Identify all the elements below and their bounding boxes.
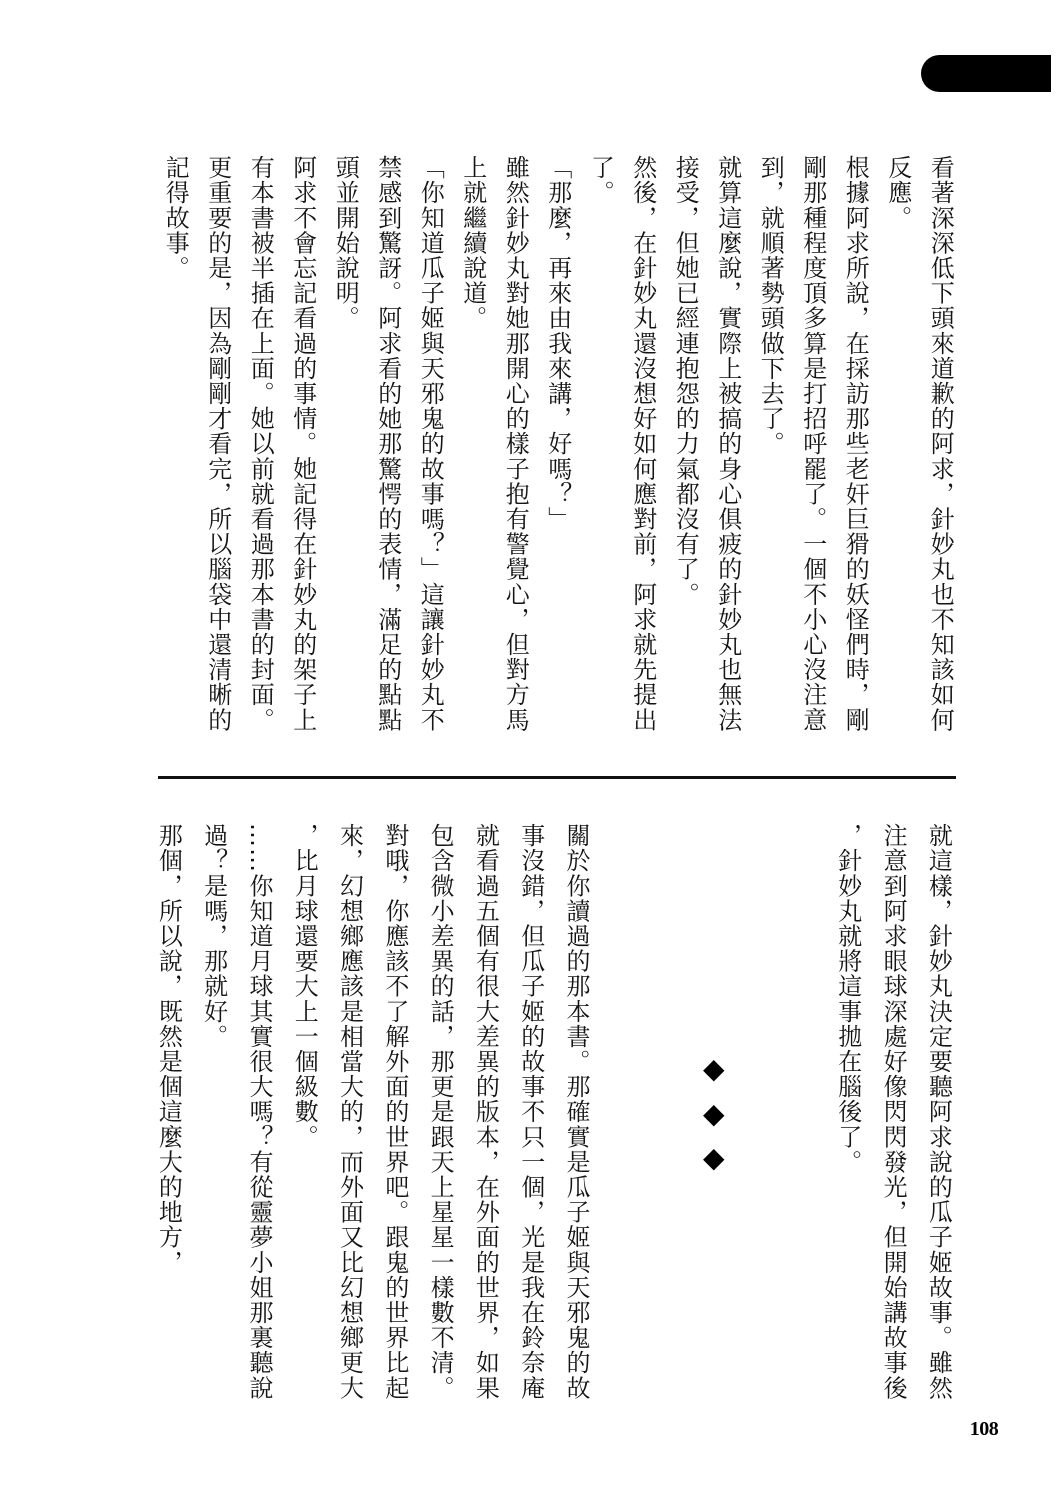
text-column: ……你知道月球其實很大嗎？有從靈夢小姐那裏聽說 [244,823,273,1401]
blank-column [643,823,688,1400]
text-column: 剛那種程度頂多算是打招呼罷了。一個不小心沒注意 [798,155,827,733]
page-number: 108 [969,1418,999,1440]
diamond-icon: ◆ [702,1052,726,1085]
text-column: 就看過五個有很大差異的版本，在外面的世界，如果 [471,823,500,1401]
diamond-icon: ◆ [702,1096,726,1130]
text-column: 了。 [586,155,615,206]
text-column: 注意到阿求眼球深處好像閃閃發光，但開始講故事後 [879,823,908,1401]
text-column: 來，幻想鄉應該是相當大的，而外面又比幻想鄉更大 [335,823,364,1401]
text-column: 阿求不會忘記看過的事情。她記得在針妙丸的架子上 [288,155,317,733]
text-column: 關於你讀過的那本書。那確實是瓜子姬與天邪鬼的故 [562,823,591,1401]
text-column: 就算這麼說，實際上被搞的身心俱疲的針妙丸也無法 [713,155,742,733]
text-column: 更重要的是，因為剛剛才看完，所以腦袋中還清晰的 [203,155,232,733]
diamond-icon: ◆ [702,1141,726,1174]
text-column: 事沒錯，但瓜子姬的故事不只一個，光是我在鈴奈庵 [516,823,545,1401]
text-column: 然後，在針妙丸還沒想好如何應對前，阿求就先提出 [628,155,657,733]
upper-text-section [154,155,962,735]
scene-break [692,823,737,1400]
blank-column [598,823,643,1400]
text-column: 就這樣，針妙丸決定要聽阿求說的瓜子姬故事。雖然 [924,823,953,1401]
blank-column [734,823,779,1400]
text-column: 根據阿求所說，在採訪那些老奸巨猾的妖怪們時，剛 [841,155,870,733]
text-column: 雖然針妙丸對她那開心的樣子抱有警覺心，但對方馬 [501,155,530,733]
text-column: 禁感到驚訝。阿求看的她那驚愕的表情，滿足的點點 [373,155,402,733]
text-column: ，針妙丸就將這事拋在腦後了。 [833,823,862,1175]
text-column: 包含微小差異的話，那更是跟天上星星一樣數不清。 [426,823,455,1401]
text-column: 頭並開始說明。 [331,155,360,331]
text-column: 對哦，你應該不了解外面的世界吧。跟鬼的世界比起 [380,823,409,1401]
text-column: 到，就順著勢頭做下去了。 [756,155,785,457]
text-column: 看著深深低下頭來道歉的阿求，針妙丸也不知該如何 [926,155,955,733]
text-column: 有本書被半插在上面。她以前就看過那本書的封面。 [246,155,275,733]
text-column: 那個，所以說，既然是個這麼大的地方， [154,823,183,1275]
blank-column [779,823,824,1400]
text-column: 「那麼，再來由我來講，好嗎？」 [543,155,572,532]
section-divider-line [158,776,956,779]
text-column: 記得故事。 [161,155,190,281]
lower-text-section [145,823,960,1400]
text-column: ，比月球還要大上一個級數。 [290,823,319,1150]
text-column: 「你知道瓜子姬與天邪鬼的故事嗎？」這讓針妙丸不 [416,155,445,733]
text-column: 反應。 [883,155,912,231]
text-column: 接受，但她已經連抱怨的力氣都沒有了。 [671,155,700,607]
text-column: 上就繼續說道。 [458,155,487,331]
text-column: 過？是嗎，那就好。 [199,823,228,1049]
chapter-tab-marker [921,55,1051,92]
